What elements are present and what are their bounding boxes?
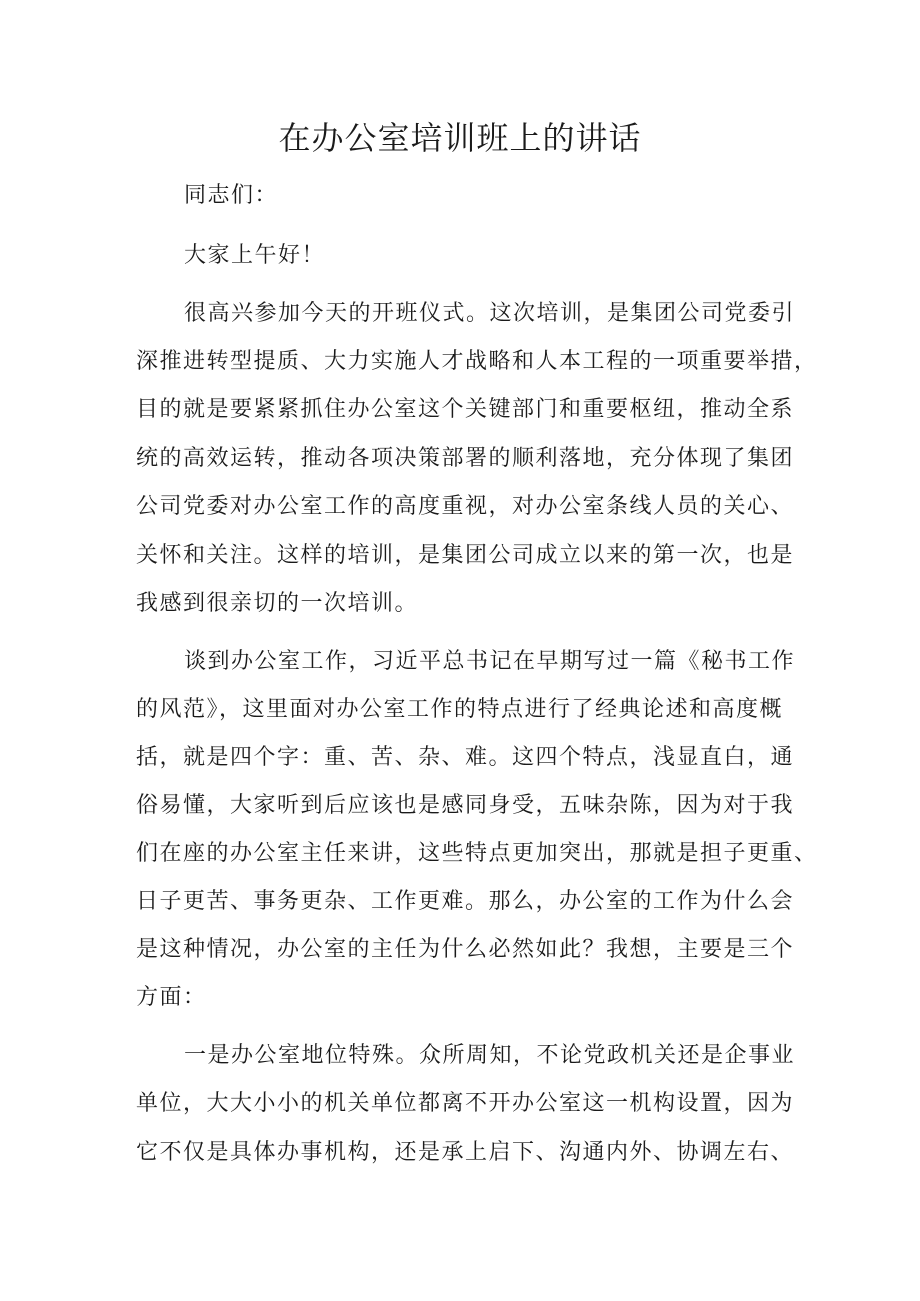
paragraph-3-line: 单位，大大小小的机关单位都离不开办公室这一机构设置，因为 [136, 1091, 795, 1116]
paragraph-2-line: 方面： [136, 985, 207, 1010]
paragraph-2-line: 是这种情况，办公室的主任为什么必然如此？我想，主要是三个 [136, 937, 795, 962]
paragraph-2-line: 们在座的办公室主任来讲，这些特点更加突出，那就是担子更重、 [136, 841, 818, 866]
paragraph-1-line: 很高兴参加今天的开班仪式。这次培训，是集团公司党委引 [184, 301, 796, 326]
paragraph-1-line: 我感到很亲切的一次培训。 [136, 591, 419, 616]
paragraph-1-line: 公司党委对办公室工作的高度重视，对办公室条线人员的关心、 [136, 494, 795, 519]
paragraph-2-line: 谈到办公室工作，习近平总书记在早期写过一篇《秘书工作 [184, 649, 796, 674]
document-title: 在办公室培训班上的讲话 [278, 119, 642, 157]
paragraph-1-line: 统的高效运转，推动各项决策部署的顺利落地，充分体现了集团 [136, 446, 795, 471]
greeting: 大家上午好！ [184, 243, 326, 268]
paragraph-2-line: 俗易懂，大家听到后应该也是感同身受，五味杂陈，因为对于我 [136, 793, 795, 818]
paragraph-1-line: 关怀和关注。这样的培训，是集团公司成立以来的第一次，也是 [136, 543, 795, 568]
paragraph-2-line: 日子更苦、事务更杂、工作更难。那么，办公室的工作为什么会 [136, 889, 795, 914]
salutation: 同志们： [184, 183, 279, 208]
paragraph-2-line: 括，就是四个字：重、苦、杂、难。这四个特点，浅显直白，通 [136, 745, 795, 770]
paragraph-1-line: 深推进转型提质、大力实施人才战略和人本工程的一项重要举措， [136, 349, 818, 374]
paragraph-2-line: 的风范》，这里面对办公室工作的特点进行了经典论述和高度概 [136, 697, 784, 722]
paragraph-1-line: 目的就是要紧紧抓住办公室这个关键部门和重要枢纽，推动全系 [136, 397, 795, 422]
paragraph-3-line: 一是办公室地位特殊。众所周知，不论党政机关还是企事业 [184, 1043, 796, 1068]
paragraph-3-line: 它不仅是具体办事机构，还是承上启下、沟通内外、协调左右、 [136, 1140, 795, 1165]
